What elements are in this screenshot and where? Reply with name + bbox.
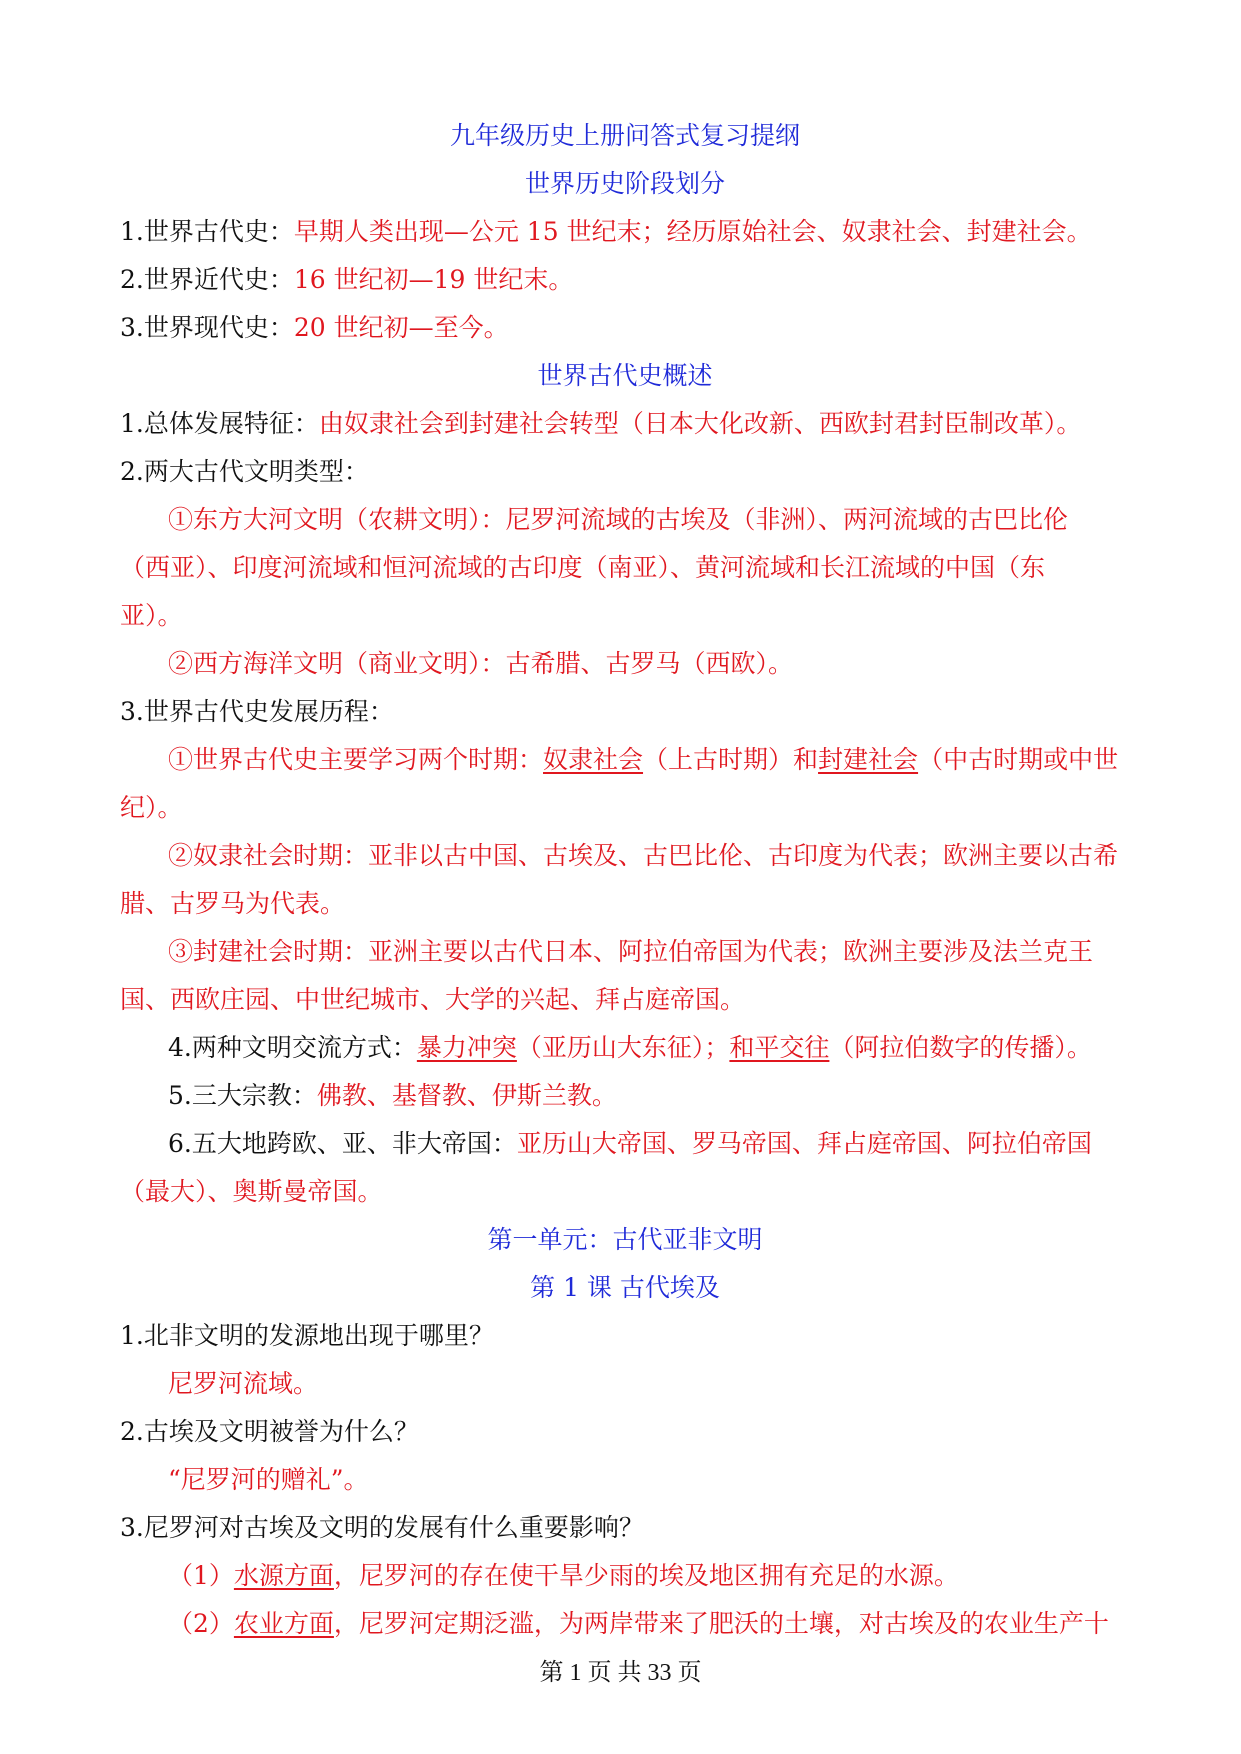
key-term: 封建社会 [818, 745, 919, 774]
section-title: 世界历史阶段划分 [524, 169, 725, 198]
page-footer: 第 1 页 共 33 页 [539, 1660, 702, 1686]
answer-text: 佛教、基督教、伊斯兰教。 [316, 1081, 617, 1110]
answer-text: ②奴隶社会时期：亚非以古中国、古埃及、古巴比伦、古印度为代表；欧洲主要以古希 [168, 841, 1119, 870]
list-item: 3.世界古代史发展历程： [120, 697, 394, 726]
list-item: 2.两大古代文明类型： [120, 457, 369, 486]
question: 2.古埃及文明被誉为什么？ [120, 1417, 419, 1446]
answer-text: 尼罗河流域。 [168, 1369, 319, 1398]
answer-text: （最大）、奥斯曼帝国。 [120, 1177, 383, 1206]
list-item: 1.世界古代史：早期人类出现—公元 15 世纪末；经历原始社会、奴隶社会、封建社会。 [120, 217, 1092, 246]
answer-text: 亚）。 [120, 601, 183, 630]
answer-text: 纪）。 [120, 793, 183, 822]
answer-text: ①世界古代史主要学习两个时期：奴隶社会（上古时期）和封建社会（中古时期或中世 [168, 745, 1119, 774]
answer-text: （1）水源方面，尼罗河的存在使干旱少雨的埃及地区拥有充足的水源。 [168, 1561, 959, 1590]
list-item: 6.五大地跨欧、亚、非大帝国：亚历山大帝国、罗马帝国、拜占庭帝国、阿拉伯帝国 [168, 1129, 1092, 1158]
answer-text: 亚历山大帝国、罗马帝国、拜占庭帝国、阿拉伯帝国 [516, 1129, 1092, 1158]
document-page [120, 112, 1130, 1648]
list-item: 4.两种文明交流方式：暴力冲突（亚历山大东征）；和平交往（阿拉伯数字的传播）。 [168, 1033, 1092, 1062]
document-title: 九年级历史上册问答式复习提纲 [449, 121, 800, 150]
answer-text: ③封建社会时期：亚洲主要以古代日本、阿拉伯帝国为代表；欧洲主要涉及法兰克王 [168, 937, 1094, 966]
question: 3.尼罗河对古埃及文明的发展有什么重要影响？ [120, 1513, 644, 1542]
answer-text: 20 世纪初—至今。 [293, 313, 509, 342]
list-item: 1.总体发展特征：由奴隶社会到封建社会转型（日本大化改新、西欧封君封臣制改革）。 [120, 409, 1082, 438]
answer-text: 由奴隶社会到封建社会转型（日本大化改新、西欧封君封臣制改革）。 [318, 409, 1082, 438]
answer-text: “尼罗河的赠礼”。 [168, 1465, 369, 1494]
key-term: 农业方面 [233, 1609, 334, 1638]
key-term: 水源方面 [233, 1561, 334, 1590]
key-term: 奴隶社会 [543, 745, 644, 774]
answer-text: ②西方海洋文明（商业文明）：古希腊、古罗马（西欧）。 [168, 649, 794, 678]
list-item: 5.三大宗教：佛教、基督教、伊斯兰教。 [168, 1081, 617, 1110]
answer-text: 早期人类出现—公元 15 世纪末；经历原始社会、奴隶社会、封建社会。 [293, 217, 1092, 246]
answer-text: （西亚）、印度河流域和恒河流域的古印度（南亚）、黄河流域和长江流域的中国（东 [120, 553, 1046, 582]
answer-text: 腊、古罗马为代表。 [120, 889, 346, 918]
answer-text: 国、西欧庄园、中世纪城市、大学的兴起、拜占庭帝国。 [120, 985, 746, 1014]
question: 1.北非文明的发源地出现于哪里？ [120, 1321, 494, 1350]
key-term: 暴力冲突 [416, 1033, 517, 1062]
section-title: 世界古代史概述 [537, 361, 713, 390]
answer-text: ①东方大河文明（农耕文明）：尼罗河流域的古埃及（非洲）、两河流域的古巴比伦 [168, 505, 1069, 534]
key-term: 和平交往 [729, 1033, 830, 1062]
unit-title: 第一单元：古代亚非文明 [487, 1225, 763, 1254]
answer-text: （2）农业方面，尼罗河定期泛滥，为两岸带来了肥沃的土壤，对古埃及的农业生产十 [168, 1609, 1109, 1638]
lesson-title: 第 1 课 古代埃及 [530, 1273, 720, 1302]
list-item: 2.世界近代史：16 世纪初—19 世纪末。 [120, 265, 574, 294]
answer-text: 16 世纪初—19 世纪末。 [293, 265, 574, 294]
list-item: 3.世界现代史：20 世纪初—至今。 [120, 313, 509, 342]
